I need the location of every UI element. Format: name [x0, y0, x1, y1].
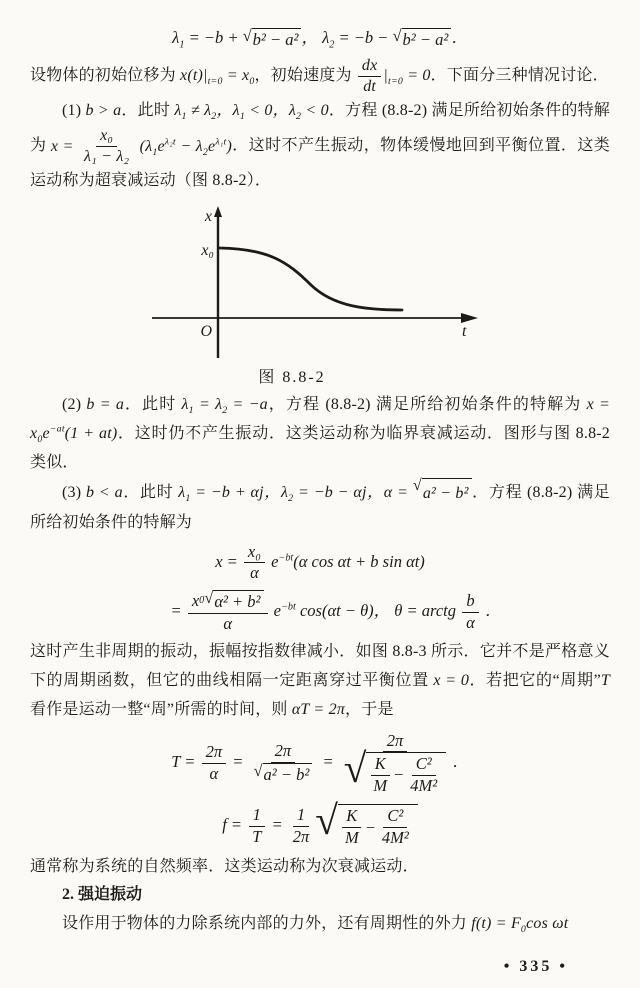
- radical: √ α² + b²: [204, 590, 263, 613]
- inline-math: x = $\frac{\text{x₀}}{\text{λ₁ − λ₂}}$ $(\lambda_1e^{\lambda_2t} - \lambda_2e^{\lambda_1t})$: [50, 127, 232, 166]
- inline-math: $\frac{dx}{dt}$ $|_{t=0} = 0$: [356, 67, 431, 84]
- label-origin: O: [200, 323, 212, 341]
- inline-math: $\lambda_1 = \lambda_2 = -a$: [181, 396, 268, 417]
- overdamped-decay-plot: [30, 204, 610, 362]
- fraction: $\frac{\text{x₀}}{\text{λ₁ − λ₂}}$: [84, 127, 130, 166]
- paragraph-forced-intro: 设作用于物体的力除系统内部的力外，还有周期性的外力 $f(t) = F_0\cos$ ωt: [62, 915, 569, 936]
- figure-8-8-2: [30, 204, 610, 387]
- paragraph-case1-overdamped: (1) b > a．此时 $\lambda_1 \ne \lambda_2$，$\lambda_1 < 0$，$\lambda_2 < 0$．方程 (8.8-2) 满足所给初始条件的特解为 x = $\frac{\text{x₀}}{\text{λ₁ − λ₂}}$ $(\lambda_1e^{\lambda_2t} - \lambda_2e^{\lambda_1t})$．这时不产生振动，物体缓慢地回到平衡位置．这类运动称为超衰减运动（图 8.8-2）．: [30, 102, 611, 190]
- equation-frequency-f: [30, 797, 610, 848]
- fraction: $\frac{\text{x₀}}{\alpha}$: [244, 542, 265, 584]
- inline-math: x = 0: [433, 671, 470, 689]
- inline-math: b = a: [86, 396, 125, 414]
- inline-math: b > a: [85, 102, 122, 120]
- equation-lambda-roots: [30, 24, 610, 50]
- radical: √ $\frac{K}{M}$ − $\frac{\text{C²}}{\text{4M²}}$: [315, 804, 417, 848]
- inline-math: $\lambda_1 = -b$ + √ b² − a² ， $\lambda_2 = -b$ − √ b² − a² ．: [172, 26, 468, 51]
- inline-math: $x(t)|_{t=0} = x_0$: [180, 67, 255, 88]
- equation-solution-cos-theta: [46, 587, 626, 634]
- paragraph-aperiodic-vibration: 这时产生非周期的振动，振幅按指数律减小．如图 8.8-3 所示．它并不是严格意义下的周期函数，但它的曲线相隔一定距离穿过平衡位置 x = 0．若把它的“周期”T 看作是运动一整“周”所需的时间，则 αT = 2π，于是: [30, 643, 610, 718]
- inline-math: $x = x_0e^{-at}(1 + at)$: [30, 396, 611, 446]
- radical: √ $\frac{K}{M}$ − $\frac{\text{C²}}{\text{4M²}}$: [344, 752, 446, 796]
- paragraph-case3-underdamped: (3) b < a．此时 $\lambda_1 = -b + \alpha j$，$\lambda_2 = -b - \alpha j$，α = √ a² − b² ．方程 (8.8-2) 满足所给初始条件的特解为: [30, 477, 611, 531]
- inline-math: x = $\frac{\text{x₀}}{\alpha}$ $e^{-bt}(\alpha$ cos αt + b sin αt): [215, 541, 425, 583]
- fraction: $\frac{1}{T}$: [248, 805, 265, 847]
- fraction: $\frac{1}{2\pi}$: [292, 805, 310, 847]
- fraction: 2π √ $\frac{K}{M}$ − $\frac{\text{C²}}{\text{4M²}}$: [340, 731, 450, 797]
- axis-label-t: t: [462, 323, 467, 341]
- inline-math: T = $\frac{2\pi}{\alpha}$ = 2π √ a² − b² = 2π √ $\frac{K}{M}$ − $\frac{\text{C²}}{\text{4M²}}$ ．: [171, 730, 469, 795]
- fraction: $\frac{\text{C²}}{\text{4M²}}$: [410, 754, 438, 795]
- radical: √ a² − b²: [253, 763, 312, 786]
- radical: √ b² − a²: [392, 28, 451, 50]
- x-axis-arrow-icon: [214, 206, 222, 217]
- inline-math: f = $\frac{1}{T}$ = $\frac{1}{2\pi}$ √ $\frac{K}{M}$ − $\frac{\text{C²}}{\text{4M²}}$: [222, 815, 418, 834]
- fraction: $\frac{2\pi}{\alpha}$: [202, 742, 227, 784]
- inline-math: T: [600, 671, 610, 689]
- inline-math: $\lambda_1 = -b + \alpha j$，$\lambda_2 = -b - \alpha j$，α = √ a² − b²: [178, 484, 471, 501]
- inline-math: = x 0 √ α² + b² α $e^{-bt}$ cos(αt − θ)， θ = arctg $\frac{b}{\alpha}$ ．: [170, 587, 502, 633]
- paragraph-case2-critical: (2) b = a．此时 $\lambda_1 = \lambda_2 = -a$，方程 (8.8-2) 满足所给初始条件的特解为 $x = x_0e^{-at}(1 + at)$．这时仍不产生振动．这类运动称为临界衰减运动．图形与图 8.8-2 类似．: [30, 396, 611, 472]
- equation-solution-trig: [30, 542, 610, 584]
- fraction: $\frac{b}{\alpha}$: [462, 591, 479, 633]
- axis-label-x: x: [204, 208, 212, 226]
- fraction: 2π √ a² − b²: [249, 741, 316, 785]
- radical: √ b² − a²: [243, 28, 302, 50]
- fraction: x 0 √ α² + b² α: [188, 590, 268, 634]
- equation-period-T: [30, 731, 610, 797]
- t-axis-arrow-icon: [461, 313, 478, 323]
- fraction: $\frac{dx}{dt}$: [358, 56, 382, 97]
- fraction: $\frac{K}{M}$: [369, 754, 391, 796]
- radical: √ a² − b²: [413, 478, 472, 509]
- inline-math: $f(t) = F_0\cos$ ωt: [471, 915, 569, 936]
- label-x0: x₀: [201, 242, 214, 260]
- inline-math: αT = 2π: [291, 700, 346, 718]
- inline-math: $\lambda_1 \ne \lambda_2$，$\lambda_1 < 0$，$\lambda_2 < 0$: [174, 102, 329, 123]
- inline-math: b < a: [85, 484, 123, 502]
- figure-caption: 图 8.8-2: [258, 369, 326, 387]
- decay-curve: [220, 248, 402, 310]
- heading-forced-vibration: 2. 强迫振动: [62, 886, 143, 904]
- page-number: • 335 •: [503, 958, 568, 975]
- paragraph-natural-frequency: 通常称为系统的自然频率．这类运动称为次衰减运动．: [30, 857, 419, 875]
- fraction: $\frac{\text{C²}}{\text{4M²}}$: [381, 806, 409, 848]
- fraction: $\frac{K}{M}$: [341, 806, 363, 848]
- paragraph-initial-conditions: 设物体的初始位移为 $x(t)|_{t=0} = x_0$，初始速度为 $\frac{dx}{dt}$ $|_{t=0} = 0$．下面分三种情况讨论．: [30, 57, 609, 96]
